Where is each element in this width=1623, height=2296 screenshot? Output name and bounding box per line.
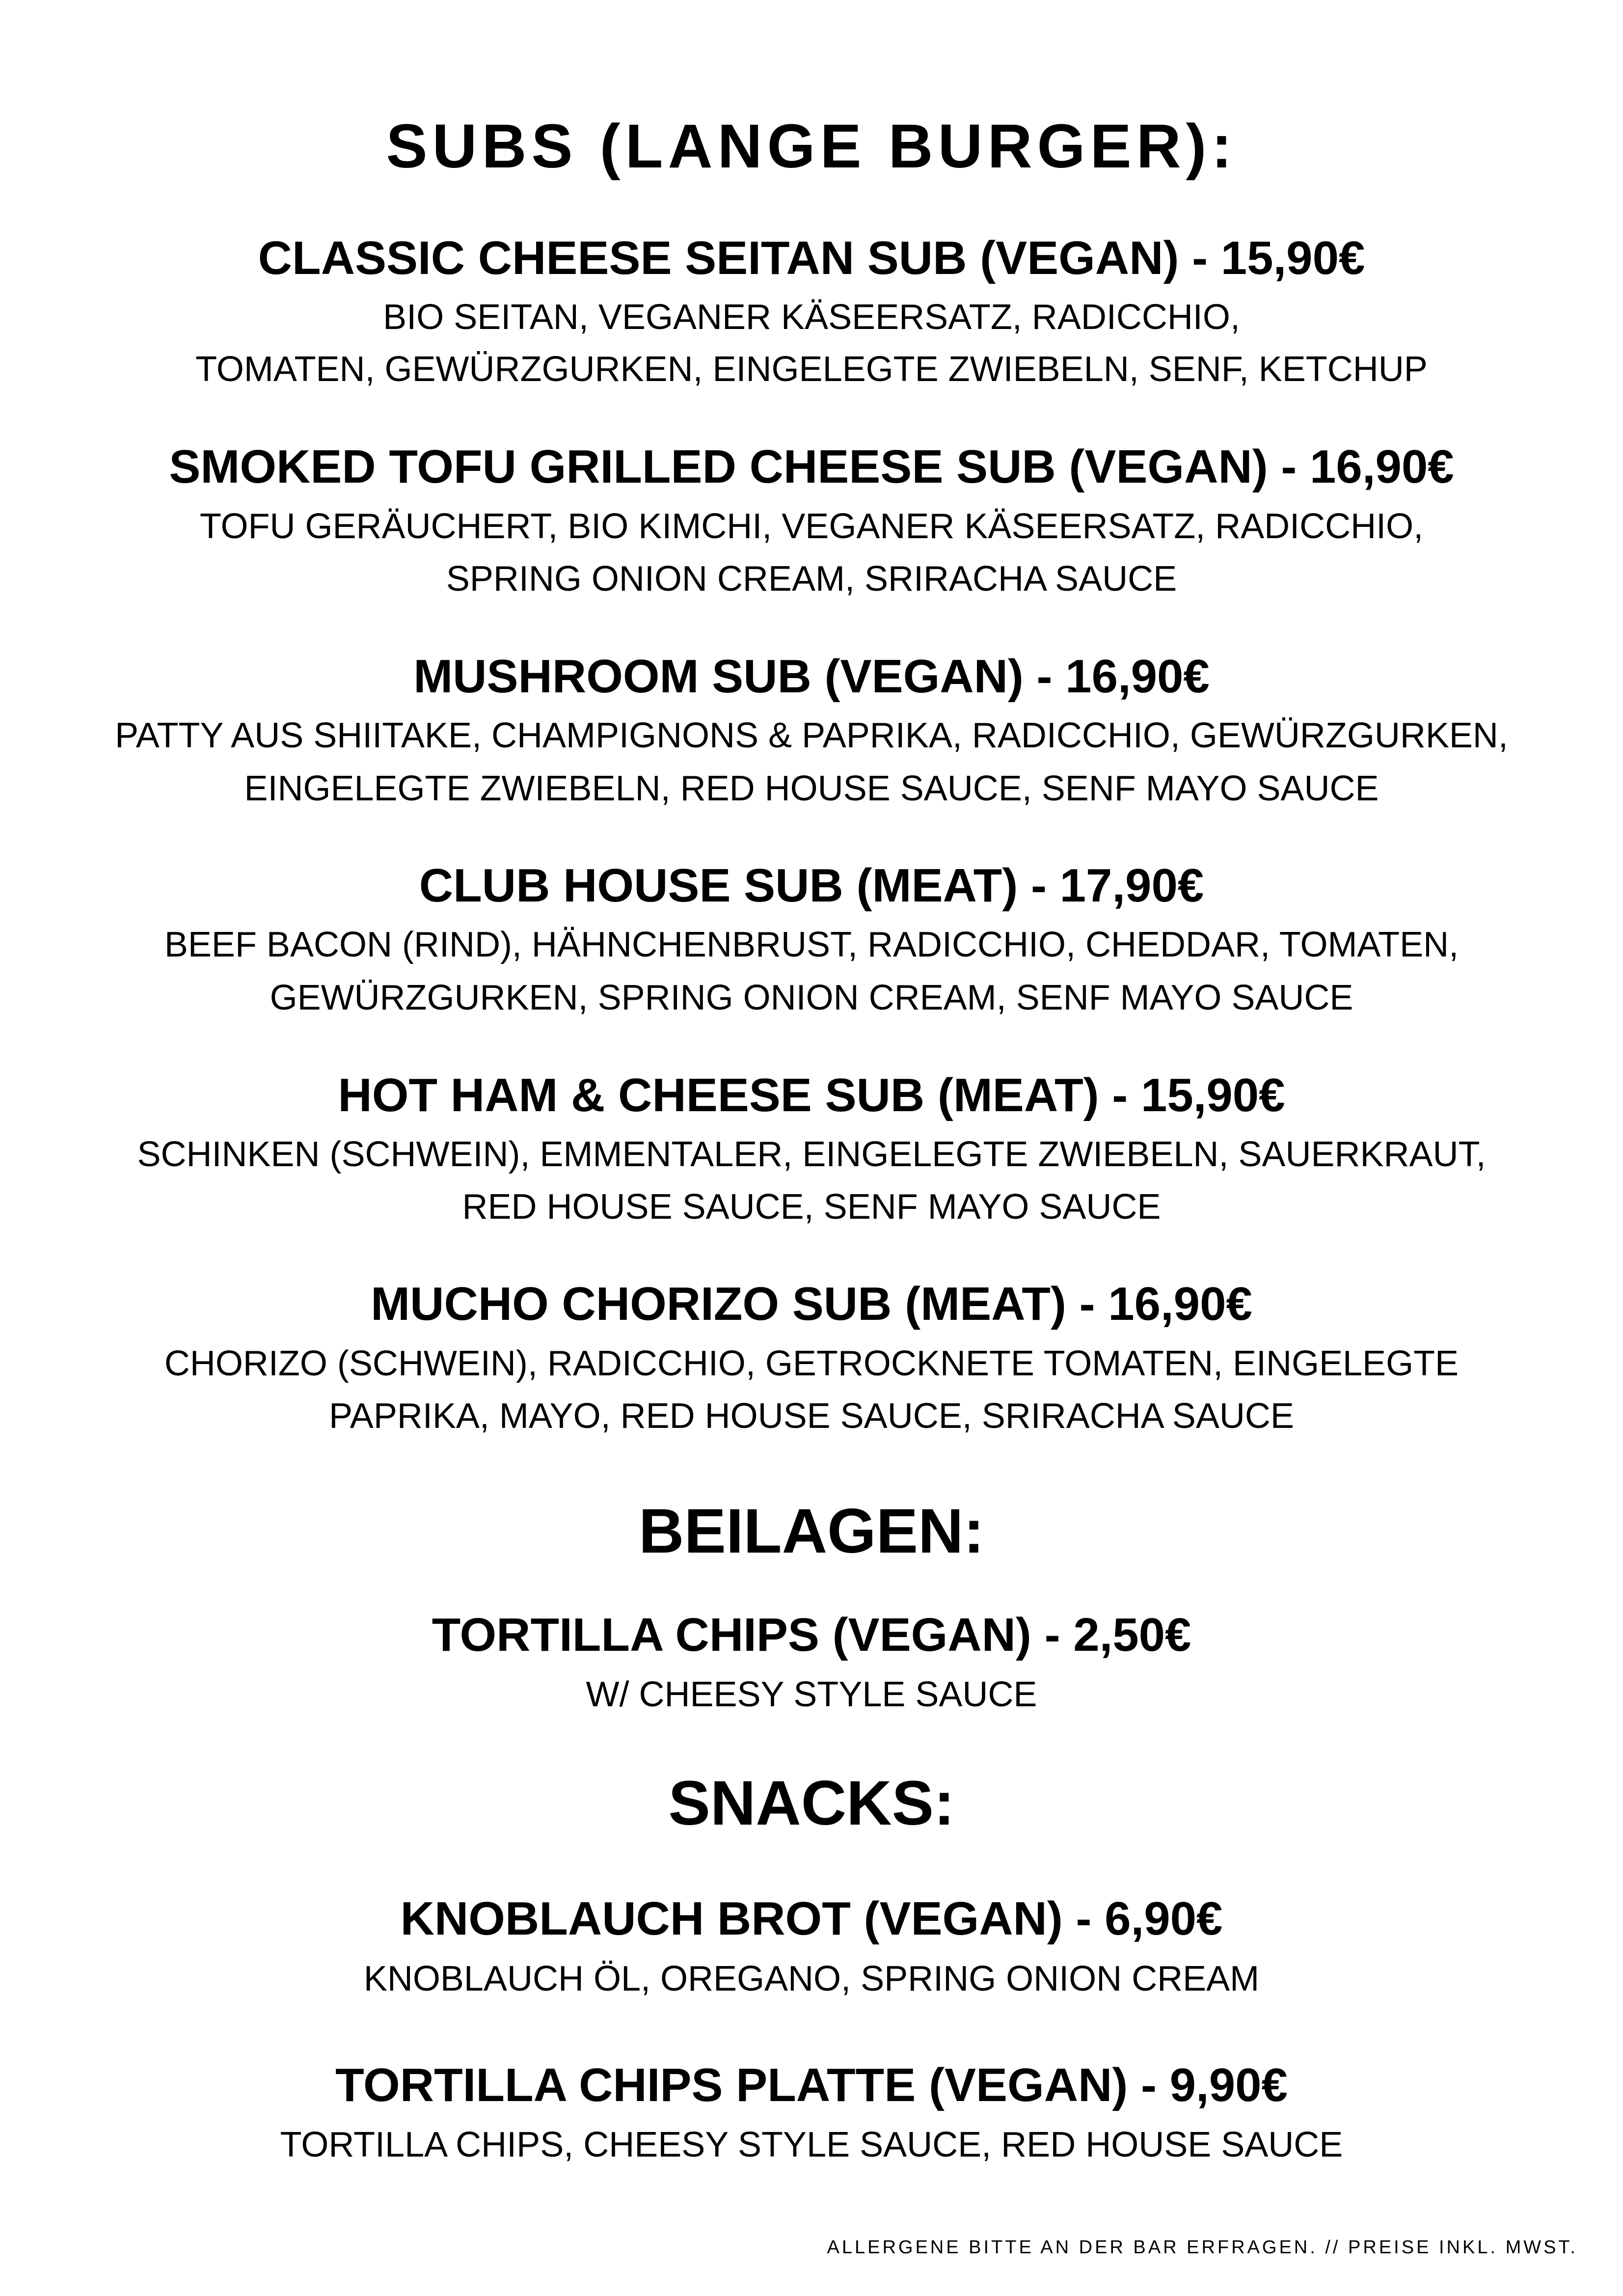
menu-item-title: TORTILLA CHIPS (VEGAN) - 2,50€ bbox=[432, 1609, 1191, 1661]
menu-item-title: HOT HAM & CHEESE SUB (MEAT) - 15,90€ bbox=[338, 1069, 1285, 1121]
menu-item-title: SMOKED TOFU GRILLED CHEESE SUB (VEGAN) - 16,90€ bbox=[169, 440, 1454, 493]
menu-item-title: MUCHO CHORIZO SUB (MEAT) - 16,90€ bbox=[371, 1278, 1252, 1330]
menu-item-description: PAPRIKA, MAYO, RED HOUSE SAUCE, SRIRACHA SAUCE bbox=[329, 1396, 1294, 1436]
menu-item-description: TOMATEN, GEWÜRZGURKEN, EINGELEGTE ZWIEBELN, SENF, KETCHUP bbox=[195, 350, 1428, 389]
footer-note: ALLERGENE BITTE AN DER BAR ERFRAGEN. // PREISE INKL. MWST. bbox=[827, 2237, 1578, 2258]
menu-item-description: CHORIZO (SCHWEIN), RADICCHIO, GETROCKNETE TOMATEN, EINGELEGTE bbox=[164, 1344, 1459, 1383]
menu-item-description: RED HOUSE SAUCE, SENF MAYO SAUCE bbox=[462, 1187, 1161, 1227]
menu-item-description: TOFU GERÄUCHERT, BIO KIMCHI, VEGANER KÄSEERSATZ, RADICCHIO, bbox=[199, 507, 1424, 546]
menu-item-title: TORTILLA CHIPS PLATTE (VEGAN) - 9,90€ bbox=[335, 2059, 1288, 2111]
menu-item-description: SCHINKEN (SCHWEIN), EMMENTALER, EINGELEGTE ZWIEBELN, SAUERKRAUT, bbox=[137, 1135, 1486, 1174]
menu-item-description: EINGELEGTE ZWIEBELN, RED HOUSE SAUCE, SENF MAYO SAUCE bbox=[244, 769, 1379, 808]
snacks-section-title: SNACKS: bbox=[668, 1768, 955, 1838]
menu-item-description: GEWÜRZGURKEN, SPRING ONION CREAM, SENF MAYO SAUCE bbox=[270, 978, 1353, 1017]
subs-section-title: SUBS (LANGE BURGER): bbox=[386, 111, 1237, 181]
menu-item-title: CLUB HOUSE SUB (MEAT) - 17,90€ bbox=[419, 859, 1204, 912]
menu-item-description: PATTY AUS SHIITAKE, CHAMPIGNONS & PAPRIKA, RADICCHIO, GEWÜRZGURKEN, bbox=[115, 716, 1508, 755]
menu-item-title: MUSHROOM SUB (VEGAN) - 16,90€ bbox=[413, 650, 1210, 703]
menu-item-title: KNOBLAUCH BROT (VEGAN) - 6,90€ bbox=[400, 1892, 1223, 1945]
menu-item-description: TORTILLA CHIPS, CHEESY STYLE SAUCE, RED HOUSE SAUCE bbox=[280, 2125, 1343, 2164]
menu-item-description: SPRING ONION CREAM, SRIRACHA SAUCE bbox=[446, 559, 1177, 599]
menu-item-description: BEEF BACON (RIND), HÄHNCHENBRUST, RADICCHIO, CHEDDAR, TOMATEN, bbox=[164, 925, 1459, 964]
menu-item-description: BIO SEITAN, VEGANER KÄSEERSATZ, RADICCHIO, bbox=[383, 298, 1240, 337]
menu-item-description: W/ CHEESY STYLE SAUCE bbox=[586, 1675, 1037, 1714]
beilagen-section-title: BEILAGEN: bbox=[639, 1496, 984, 1566]
menu-item-title: CLASSIC CHEESE SEITAN SUB (VEGAN) - 15,90€ bbox=[258, 232, 1365, 284]
menu-item-description: KNOBLAUCH ÖL, OREGANO, SPRING ONION CREAM bbox=[363, 1959, 1260, 1998]
